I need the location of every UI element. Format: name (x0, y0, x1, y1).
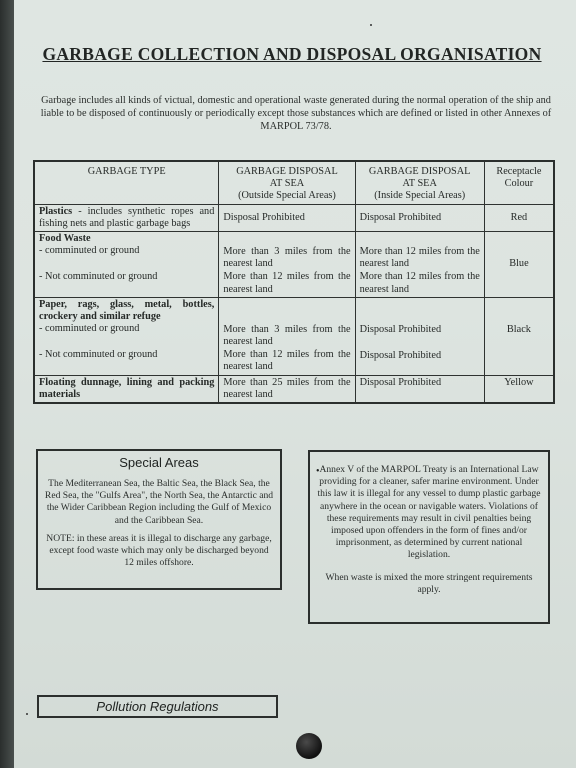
special-areas-heading: Special Areas (119, 455, 199, 470)
header-garbage-type: GARBAGE TYPE (34, 161, 219, 204)
table-row-floating (34, 375, 554, 403)
cell-floating-colour: Yellow (484, 375, 554, 403)
cell-food-colour: Blue (484, 232, 554, 298)
intro-text: Garbage includes all kinds of victual, domestic and operational waste generated during the normal operation of the ship and liable to be disposed of continuously or periodically except those substances which are defined or listed in other Annexes of MARPOL 73/78. (40, 95, 552, 132)
mounting-screw-icon (296, 733, 322, 759)
cell-food-inside: More than 12 miles from the nearest land More than 12 miles from the nearest land (355, 232, 484, 298)
cell-floating-type: Floating dunnage, lining and packing materials (34, 375, 219, 403)
special-areas-box (36, 449, 282, 590)
marpol-notice-box (308, 450, 550, 624)
cell-paper-type: Paper, rags, glass, metal, bottles, crockery and similar refuge - comminuted or ground - Not comminuted or ground (34, 297, 219, 375)
header-inside-special: GARBAGE DISPOSAL AT SEA (Inside Special Areas) (355, 161, 484, 204)
special-areas-note: NOTE: in these areas it is illegal to discharge any garbage, except food waste which may only be discharged beyond 12 miles offshore. (46, 532, 272, 569)
cell-floating-outside: More than 25 miles from the nearest land (219, 375, 355, 403)
cell-food-outside: More than 3 miles from the nearest land More than 12 miles from the nearest land (219, 232, 355, 298)
cell-paper-inside: Disposal Prohibited Disposal Prohibited (355, 297, 484, 375)
table-row-paper (34, 297, 554, 375)
cell-floating-inside: Disposal Prohibited (355, 375, 484, 403)
dust-speck (370, 24, 372, 26)
table-row-plastics (34, 204, 554, 231)
cell-food-type: Food Waste - comminuted or ground - Not comminuted or ground (34, 232, 219, 298)
cell-plastics-outside: Disposal Prohibited (219, 204, 355, 231)
marpol-mixed-waste: When waste is mixed the more stringent requirements apply. (325, 571, 533, 595)
page-title: GARBAGE COLLECTION AND DISPOSAL ORGANISATION (42, 44, 542, 64)
cell-plastics-inside: Disposal Prohibited (355, 204, 484, 231)
dust-speck (26, 713, 28, 715)
table-header-row (34, 161, 554, 204)
frame-edge (0, 0, 14, 768)
cell-paper-outside: More than 3 miles from the nearest land More than 12 miles from the nearest land (219, 297, 355, 375)
pollution-regulations-label: Pollution Regulations (37, 695, 278, 718)
cell-plastics-colour: Red (484, 204, 554, 231)
marpol-text: Annex V of the MARPOL Treaty is an International Law providing for a cleaner, safer marine environment. Under this law it is illegal for any vessel to dump plastic garbage anywhere in the ocean or navigable waters. Violations of these requirements may result in civil penalties being imposed upon offenders in the form of fines and/or imprisonment, as determined by current national legislation. (317, 464, 541, 561)
cell-plastics-type: Plastics - includes synthetic ropes and fishing nets and plastic garbage bags (34, 204, 219, 231)
bullet-icon: • (316, 466, 320, 477)
header-receptacle-colour: Receptacle Colour (484, 161, 554, 204)
special-areas-list: The Mediterranean Sea, the Baltic Sea, the Black Sea, the Red Sea, the "Gulfs Area", the North Sea, the Antarctic and the Wider Caribbean Region including the Gulf of Mexico and the Caribbean Sea. (44, 478, 274, 526)
garbage-table (33, 160, 555, 404)
cell-paper-colour: Black (484, 297, 554, 375)
table-row-food (34, 232, 554, 298)
header-outside-special: GARBAGE DISPOSAL AT SEA (Outside Special Areas) (219, 161, 355, 204)
